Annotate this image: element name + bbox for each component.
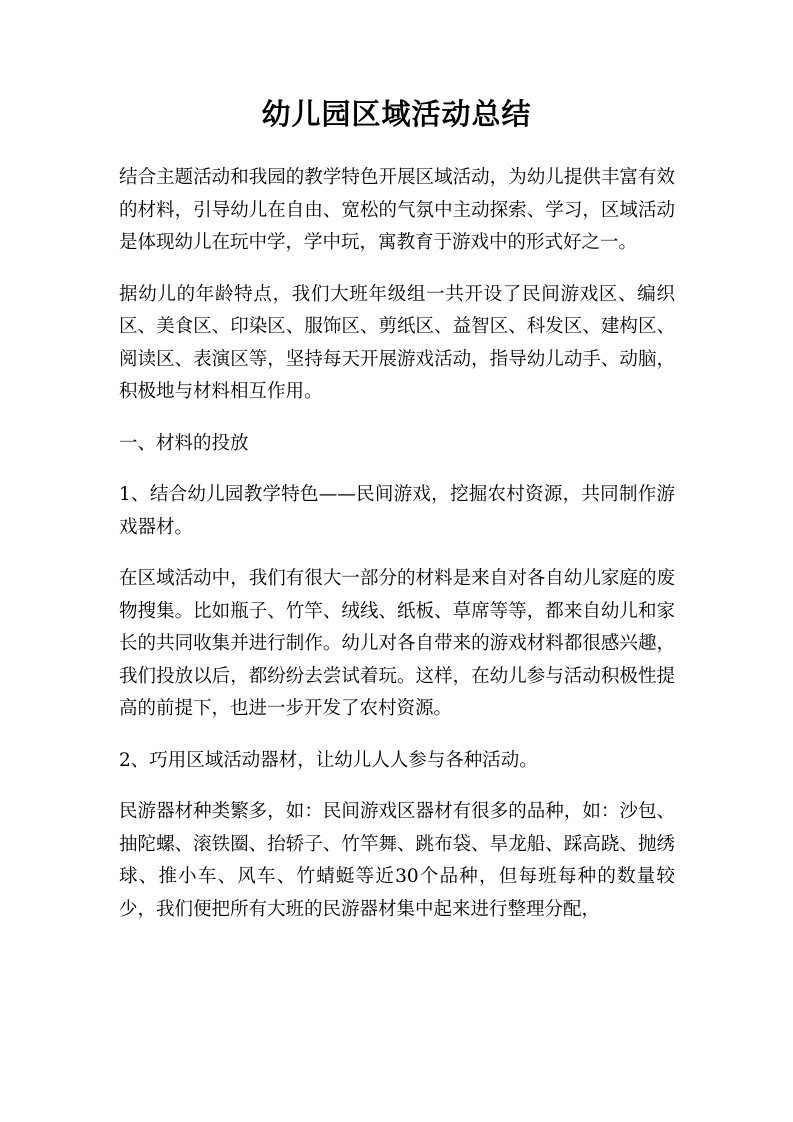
paragraph-intro: 结合主题活动和我园的教学特色开展区域活动，为幼儿提供丰富有效的材料，引导幼儿在自由、宽松的气氛中主动探索、学习，区域活动是体现幼儿在玩中学，学中玩，寓教育于游戏中的形式好之一。 — [119, 167, 675, 253]
paragraph-equipment-variety: 民游器材种类繁多，如：民间游戏区器材有很多的品种，如：沙包、抽陀螺、滚铁圈、抬轿子、竹竿舞、跳布袋、旱龙船、踩高跷、抛绣球、推小车、风车、竹蜻蜓等近30个品种，但每班每种的数量较少，我们便把所有大班的民游器材集中起来进行整理分配， — [119, 801, 675, 920]
paragraph-waste-collection: 在区域活动中，我们有很大一部分的材料是来自对各自幼儿家庭的废物搜集。比如瓶子、竹竿、绒线、纸板、草席等等，都来自幼儿和家长的共同收集并进行制作。幼儿对各自带来的游戏材料都很感兴趣，我们投放以后，都纷纷去尝试着玩。这样，在幼儿参与活动积极性提高的前提下，也进一步开发了农村资源。 — [119, 568, 675, 719]
document-title: 幼儿园区域活动总结 — [261, 97, 532, 131]
paragraph-areas: 据幼儿的年龄特点，我们大班年级组一共开设了民间游戏区、编织区、美食区、印染区、服饰区、剪纸区、益智区、科发区、建构区、阅读区、表演区等，坚持每天开展游戏活动，指导幼儿动手、动脑，积极地与材料相互作用。 — [119, 283, 675, 402]
subheading-folk-games: 1、结合幼儿园教学特色——民间游戏，挖掘农村资源，共同制作游戏器材。 — [119, 484, 675, 538]
document-body — [119, 162, 675, 945]
section-heading-materials: 一、材料的投放 — [119, 432, 249, 454]
subheading-equipment: 2、巧用区域活动器材，让幼儿人人参与各种活动。 — [119, 749, 538, 771]
